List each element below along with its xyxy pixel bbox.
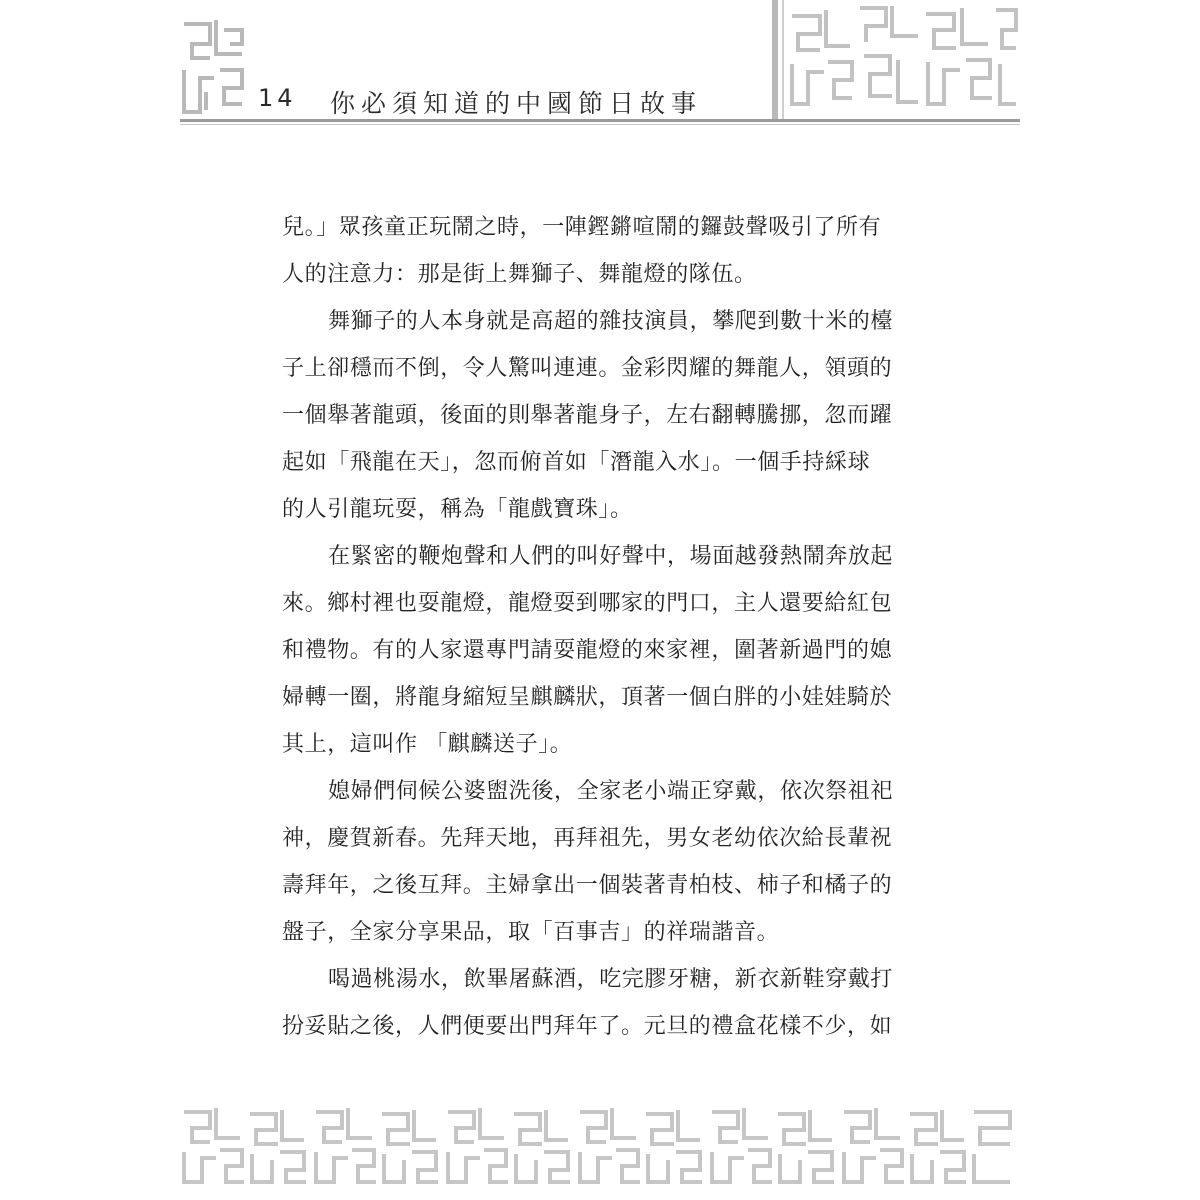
text-line: 人的注意力：那是街上舞獅子、舞龍燈的隊伍。 [282, 262, 757, 287]
text-line: 扮妥貼之後，人們便要出門拜年了。元旦的禮盒花樣不少，如 [282, 1014, 893, 1039]
page-number: 14 [258, 84, 297, 112]
text-line: 來。鄉村裡也耍龍燈，龍燈耍到哪家的門口，主人還要給紅包 [282, 591, 893, 616]
text-line: 婦轉一圈，將龍身縮短呈麒麟狀，頂著一個白胖的小娃娃騎於 [282, 685, 893, 710]
seal-pattern-icon [180, 14, 246, 118]
text-line: 和禮物。有的人家還專門請耍龍燈的來家裡，圍著新過門的媳 [282, 638, 893, 663]
paragraph-start-line: 在緊密的鞭炮聲和人們的叫好聲中，場面越發熱鬧奔放起 [328, 544, 894, 569]
paragraph-start-line: 舞獅子的人本身就是高超的雜技演員，攀爬到數十米的檯 [328, 309, 894, 334]
text-line: 子上卻穩而不倒，令人驚叫連連。金彩閃耀的舞龍人，領頭的 [282, 356, 893, 381]
text-line: 神，慶賀新春。先拜天地，再拜祖先，男女老幼依次給長輩祝 [282, 826, 893, 851]
seal-pattern-band-icon [768, 0, 1020, 120]
paragraph-start-line: 媳婦們伺候公婆盥洗後，全家老小端正穿戴，依次祭祖祀 [328, 779, 894, 804]
header-rule [180, 119, 1020, 122]
text-line: 盤子，全家分享果品，取「百事吉」的祥瑞諧音。 [282, 920, 780, 945]
text-line: 其上，這叫作 「麒麟送子」。 [282, 732, 573, 757]
seal-pattern-border-icon [180, 1104, 1020, 1186]
text-line: 的人引龍玩耍，稱為「龍戲寶珠」。 [282, 497, 633, 522]
text-line: 一個舉著龍頭，後面的則舉著龍身子，左右翻轉騰挪，忽而躍 [282, 403, 893, 428]
text-line: 壽拜年，之後互拜。主婦拿出一個裝著青柏枝、柿子和橘子的 [282, 873, 893, 898]
header-rule-thin [180, 124, 1020, 125]
body-text [282, 204, 894, 1050]
text-line: 兒。」眾孩童正玩鬧之時，一陣鏗鏘喧鬧的鑼鼓聲吸引了所有 [282, 215, 882, 240]
paragraph-start-line: 喝過桃湯水，飲畢屠蘇酒，吃完膠牙糖，新衣新鞋穿戴打 [328, 967, 894, 992]
running-header-title: 你必須知道的中國節日故事 [330, 89, 703, 118]
text-line: 起如「飛龍在天」，忽而俯首如「潛龍入水」。一個手持綵球 [282, 450, 871, 475]
